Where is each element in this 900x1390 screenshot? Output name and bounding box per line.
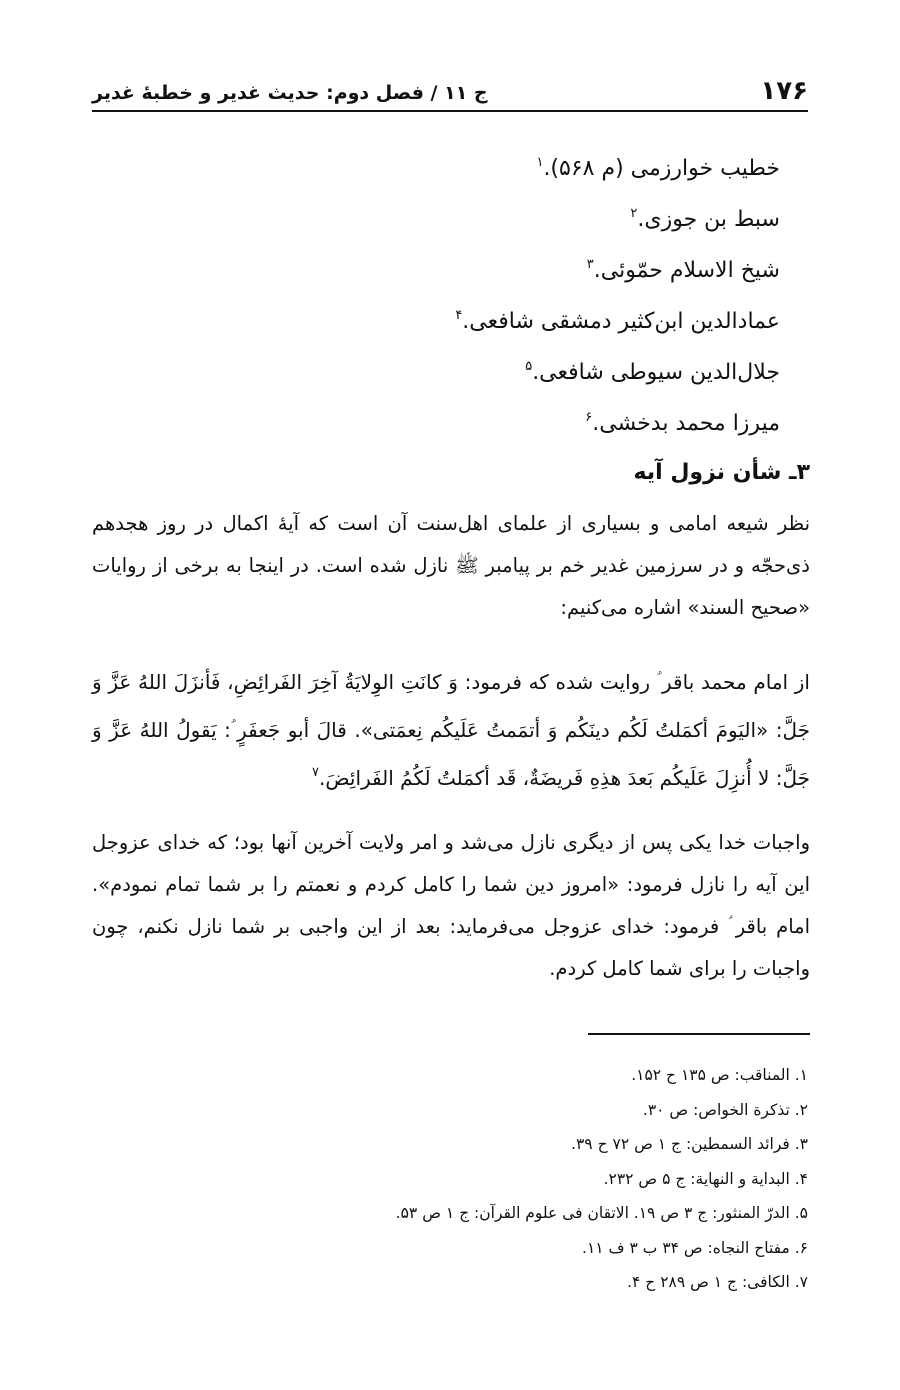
narrator-item: شیخ الاسلام حمّوئی.$^۳$ — [586, 257, 780, 283]
footnote-list — [92, 1058, 808, 1300]
footnote-ref: ۴ — [455, 308, 463, 323]
footnote-divider — [588, 1033, 810, 1035]
narrator-item: سبط بن جوزی.$^۲$ — [630, 206, 780, 232]
body-paragraph: نظر شیعه امامی و بسیاری از علمای اهل‌سنت آن است که آیهٔ اکمال در روز هجدهم ذی‌حجّه و در سرزمین غدیر خم بر پیامبر ﷺ نازل شده است. در اینجا به برخی از روایات «صحیح السند» اشاره می‌کنیم: — [92, 512, 810, 619]
section-heading: ۳ـ شأن نزول آیه — [633, 460, 810, 485]
narrator-item: عمادالدین ابن‌کثیر دمشقی شافعی.$^۴$ — [455, 308, 780, 334]
narrator-item: جلال‌الدین سیوطی شافعی.$^۵$ — [525, 359, 780, 385]
hadith-quote: از امام محمد باقر ؑ روایت شده که فرمود: وَ کانَتِ الوِلایَةُ آخِرَ الفَرائِضِ، فَأنزَلَ اللهُ عَزَّ وَ جَلَّ: «الیَومَ أکمَلتُ لَکُم دینَکُم وَ أتمَمتُ عَلَیکُم نِعمَتی». قالَ أبو جَعفَرٍ ؑ: یَقولُ اللهُ عَزَّ وَ جَلَّ: لا أُنزِلَ عَلَیکُم بَعدَ هذِهِ فَریضَةٌ، قَد أکمَلتُ لَکُمُ الفَرائِضَ.$^۷$ — [92, 670, 810, 790]
footnote-ref: ۱ — [536, 155, 544, 170]
narrator-list — [92, 143, 780, 449]
page-number: ۱۷۶ — [760, 76, 808, 106]
page-header — [92, 72, 808, 112]
footnote-item: ۷. الکافی: ج ۱ ص ۲۸۹ ح ۴. — [627, 1273, 808, 1291]
footnote-item: ۴. البدایة و النهایة: ج ۵ ص ۲۳۲. — [603, 1169, 808, 1188]
footnote-ref: ۲ — [630, 206, 638, 221]
footnote-item: ۲. تذکرة الخواص: ص ۳۰. — [642, 1100, 808, 1119]
footnote-item: ۵. الدرّ المنثور: ج ۳ ص ۱۹. الاتقان فی علوم القرآن: ج ۱ ص ۵۳. — [395, 1204, 808, 1222]
footnote-item: ۱. المناقب: ص ۱۳۵ ح ۱۵۲. — [631, 1066, 808, 1084]
footnote-ref: ۶ — [585, 410, 593, 425]
footnote-ref: ۵ — [525, 359, 533, 374]
body-paragraph: واجبات خدا یکی پس از دیگری نازل می‌شد و امر ولایت آخرین آنها بود؛ که خدای عزوجل این آیه را نازل فرمود: «امروز دین شما را کامل کردم و نعمتم را بر شما تمام نمودم». امام باقر ؑ فرمود: خدای عزوجل می‌فرماید: بعد از این واجبی بر شما نازل نکنم، چون واجبات را برای شما کامل کردم. — [92, 831, 810, 980]
footnote-item: ۶. مفتاح النجاه: ص ۳۴ ب ۳ ف ۱۱. — [582, 1238, 808, 1257]
running-title: ج ۱۱ / فصل دوم: حدیث غدیر و خطبهٔ غدیر — [92, 82, 488, 104]
narrator-item: میرزا محمد بدخشی.$^۶$ — [585, 410, 780, 436]
footnote-ref: ۷ — [312, 765, 320, 780]
narrator-item: خطیب خوارزمی (م ۵۶۸).$^۱$ — [536, 155, 780, 181]
footnote-item: ۳. فرائد السمطین: ج ۱ ص ۷۲ ح ۳۹. — [571, 1135, 808, 1153]
footnote-ref: ۳ — [586, 257, 594, 272]
